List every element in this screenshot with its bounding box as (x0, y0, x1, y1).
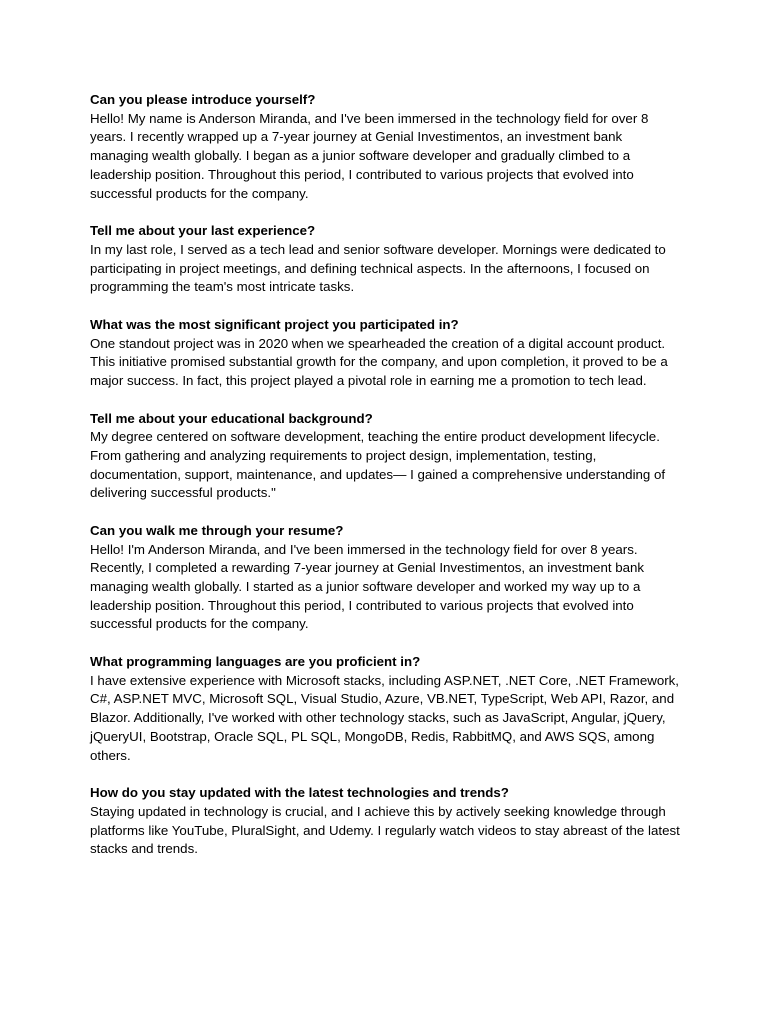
question-heading: How do you stay updated with the latest technologies and trends? (90, 785, 509, 801)
question-heading: What programming languages are you proficient in? (90, 654, 421, 670)
qa-section-last-experience (90, 222, 680, 297)
answer-paragraph: Hello! My name is Anderson Miranda, and I've been immersed in the technology field for over 8 years. I recently wrapped up a 7-year journey at Genial Investimentos, an investment bank managing wealth globally. I began as a junior software developer and gradually climbed to a leadership position. Throughout this period, I contributed to various projects that evolved into successful products for the company. (90, 110, 649, 201)
qa-section-educational-background (90, 410, 680, 504)
qa-section-introduce-yourself (90, 91, 680, 203)
answer-paragraph: I have extensive experience with Microsoft stacks, including ASP.NET, .NET Core, .NET Framework, C#, ASP.NET MVC, Microsoft SQL, Visual Studio, Azure, VB.NET, TypeScript, Web API, Razor, and Blazor. Additionally, I've worked with other technology stacks, such as JavaScript, Angular, jQuery, jQueryUI, Bootstrap, Oracle SQL, PL SQL, MongoDB, Redis, RabbitMQ, and AWS SQS, among others. (90, 672, 679, 763)
qa-section-programming-languages (90, 653, 680, 765)
question-heading: What was the most significant project you participated in? (90, 316, 459, 332)
question-heading: Tell me about your last experience? (90, 223, 316, 239)
answer-paragraph: Staying updated in technology is crucial, and I achieve this by actively seeking knowledge through platforms like YouTube, PluralSight, and Udemy. I regularly watch videos to stay abreast of the latest stacks and trends. (90, 803, 680, 857)
qa-section-significant-project (90, 316, 680, 391)
answer-paragraph: Hello! I'm Anderson Miranda, and I've been immersed in the technology field for over 8 years. Recently, I completed a rewarding 7-year journey at Genial Investimentos, an investment bank managing wealth globally. I started as a junior software developer and worked my way up to a leadership position. Throughout this period, I contributed to various projects that evolved into successful products for the company. (90, 541, 645, 632)
question-heading: Tell me about your educational background? (90, 410, 373, 426)
question-heading: Can you walk me through your resume? (90, 522, 344, 538)
document-page (90, 91, 680, 878)
answer-paragraph: One standout project was in 2020 when we spearheaded the creation of a digital account product. This initiative promised substantial growth for the company, and upon completion, it proved to be a major success. In fact, this project played a pivotal role in earning me a promotion to tech lead. (90, 335, 668, 388)
qa-section-stay-updated (90, 784, 680, 859)
answer-paragraph: In my last role, I served as a tech lead and senior software developer. Mornings were dedicated to participating in project meetings, and defining technical aspects. In the afternoons, I focused on programming the team's most intricate tasks. (90, 241, 666, 295)
question-heading: Can you please introduce yourself? (90, 92, 316, 107)
qa-section-resume-walkthrough (90, 522, 680, 634)
answer-paragraph: My degree centered on software development, teaching the entire product development lifecycle. From gathering and analyzing requirements to project design, implementation, testing, documentation, support, maintenance, and updates— I gained a comprehensive understanding of delivering successful products." (90, 429, 666, 501)
